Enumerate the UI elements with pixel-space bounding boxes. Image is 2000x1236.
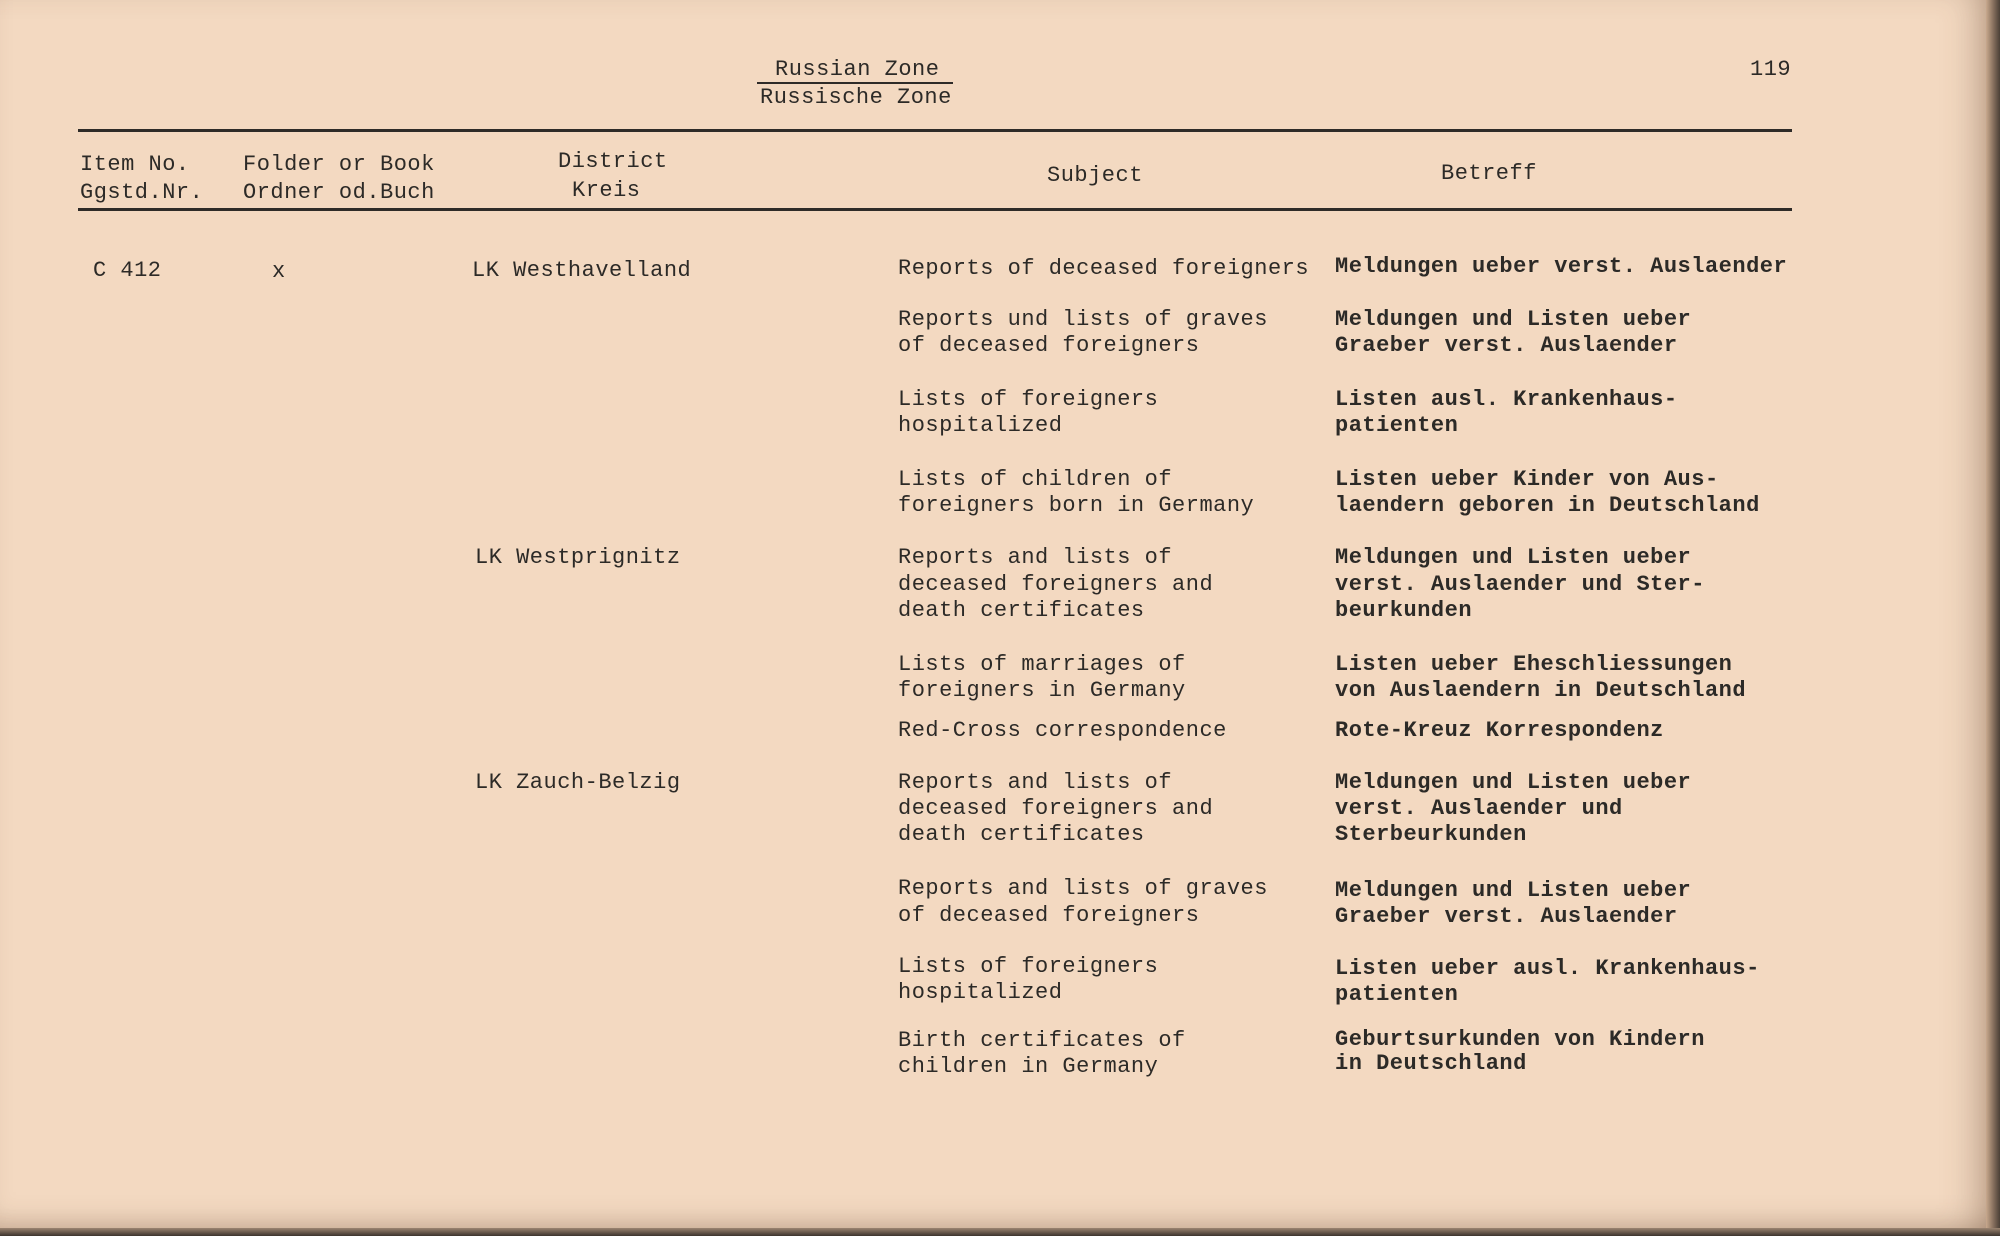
- subject-line: Reports and lists of graves: [898, 876, 1268, 901]
- subject-line: Reports and lists of: [898, 545, 1173, 570]
- subject-line: Lists of foreigners: [898, 387, 1159, 412]
- subject-line: hospitalized: [898, 413, 1063, 438]
- subject-line: foreigners in Germany: [898, 678, 1186, 703]
- betreff-line: Listen ausl. Krankenhaus-: [1335, 387, 1678, 412]
- district-name: LK Westhavelland: [472, 258, 692, 283]
- column-header-betreff: Betreff: [1441, 161, 1537, 186]
- subject-line: Red-Cross correspondence: [898, 718, 1227, 743]
- subject-line: Lists of children of: [898, 467, 1173, 492]
- subject-line: deceased foreigners and: [898, 572, 1214, 597]
- column-header-folder-de: Ordner od.Buch: [243, 180, 435, 205]
- betreff-line: Listen ueber Eheschliessungen: [1335, 652, 1733, 677]
- subject-line: Lists of foreigners: [898, 954, 1159, 979]
- betreff-line: Geburtsurkunden von Kindern: [1335, 1027, 1705, 1052]
- column-header-folder-en: Folder or Book: [243, 152, 435, 177]
- betreff-line: Graeber verst. Auslaender: [1335, 904, 1678, 929]
- betreff-line: patienten: [1335, 982, 1459, 1007]
- subject-line: foreigners born in Germany: [898, 493, 1255, 518]
- district-name: LK Zauch-Belzig: [475, 770, 681, 795]
- betreff-line: Meldungen und Listen ueber: [1335, 878, 1692, 903]
- subject-line: of deceased foreigners: [898, 333, 1200, 358]
- betreff-line: Listen ueber ausl. Krankenhaus-: [1335, 956, 1760, 981]
- subject-line: Lists of marriages of: [898, 652, 1186, 677]
- folder-mark: x: [272, 259, 286, 284]
- column-header-item-de: Ggstd.Nr.: [80, 180, 204, 205]
- header-top-rule: [78, 129, 1792, 132]
- betreff-line: Meldungen und Listen ueber: [1335, 545, 1692, 570]
- betreff-line: Listen ueber Kinder von Aus-: [1335, 467, 1719, 492]
- betreff-line: patienten: [1335, 413, 1459, 438]
- item-number: C 412: [93, 258, 162, 283]
- page-number: 119: [1750, 57, 1792, 82]
- subject-line: of deceased foreigners: [898, 903, 1200, 928]
- betreff-line: Meldungen und Listen ueber: [1335, 307, 1692, 332]
- betreff-line: Graeber verst. Auslaender: [1335, 333, 1678, 358]
- subject-line: Reports and lists of: [898, 770, 1173, 795]
- betreff-line: verst. Auslaender und: [1335, 796, 1623, 821]
- column-header-item-en: Item No.: [80, 152, 190, 177]
- zone-title-english: Russian Zone: [775, 57, 940, 82]
- subject-line: Reports und lists of graves: [898, 307, 1268, 332]
- betreff-line: verst. Auslaender und Ster-: [1335, 572, 1705, 597]
- betreff-line: Meldungen und Listen ueber: [1335, 770, 1692, 795]
- subject-line: death certificates: [898, 598, 1145, 623]
- book-binding-edge: [1986, 0, 2000, 1236]
- betreff-line: Sterbeurkunden: [1335, 822, 1527, 847]
- header-bottom-rule: [78, 208, 1792, 211]
- column-header-district-en: District: [558, 149, 668, 174]
- subject-line: Reports of deceased foreigners: [898, 256, 1310, 281]
- district-name: LK Westprignitz: [475, 545, 681, 570]
- column-header-subject: Subject: [1047, 163, 1143, 188]
- page-bottom-edge: [0, 1228, 2000, 1236]
- betreff-line: Meldungen ueber verst. Auslaender: [1335, 254, 1788, 279]
- betreff-line: Rote-Kreuz Korrespondenz: [1335, 718, 1664, 743]
- betreff-line: von Auslaendern in Deutschland: [1335, 678, 1747, 703]
- subject-line: hospitalized: [898, 980, 1063, 1005]
- column-header-district-de: Kreis: [572, 178, 641, 203]
- subject-line: children in Germany: [898, 1054, 1159, 1079]
- betreff-line: in Deutschland: [1335, 1051, 1527, 1076]
- subject-line: death certificates: [898, 822, 1145, 847]
- subject-line: deceased foreigners and: [898, 796, 1214, 821]
- betreff-line: laendern geboren in Deutschland: [1335, 493, 1760, 518]
- betreff-line: beurkunden: [1335, 598, 1473, 623]
- zone-title-german: Russische Zone: [760, 85, 952, 110]
- subject-line: Birth certificates of: [898, 1028, 1186, 1053]
